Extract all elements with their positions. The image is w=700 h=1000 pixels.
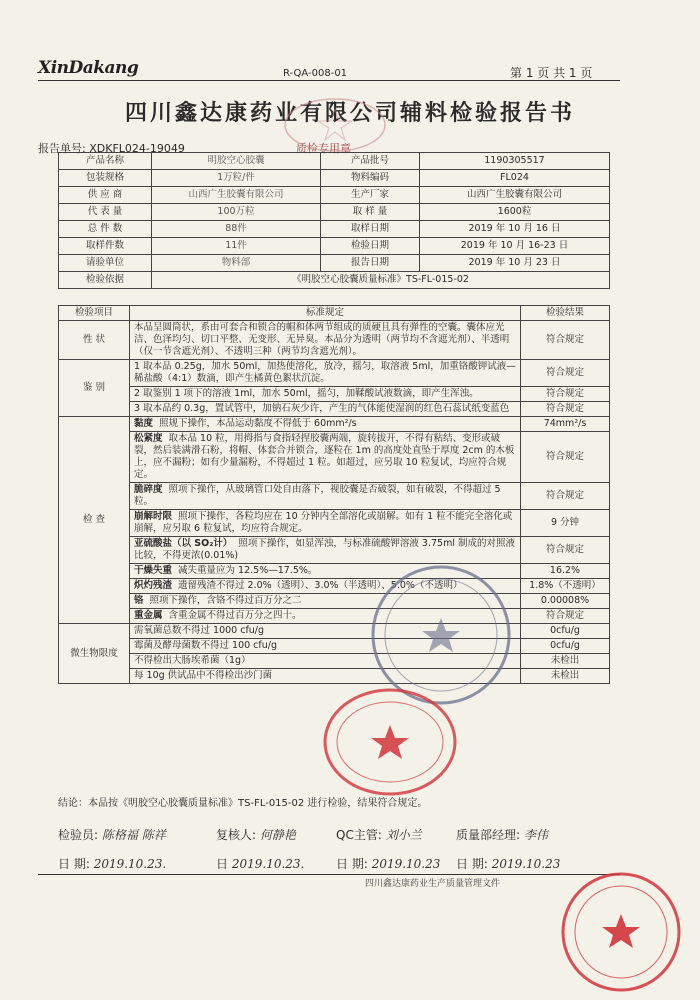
test-standard-text: 遗留残渣不得过 2.0%（透明）、3.0%（半透明）、5.0%（不透明） [178,580,463,591]
test-result: 符合规定 [521,537,610,564]
info-label: 请验单位 [59,255,152,272]
qc-signature [336,826,422,843]
column-header-item: 检验项目 [59,306,130,321]
reviewer-signature [216,826,296,843]
test-standard-text: 照规下操作，本品运动黏度不得低于 60mm²/s [159,418,357,429]
inspector-date [58,855,166,872]
info-value: 山西广生胶囊有限公司 [152,187,321,204]
info-row [59,204,610,221]
test-row [59,579,610,594]
column-header-standard: 标准规定 [130,306,521,321]
test-standard [130,432,521,483]
test-item: 炽灼残渣 [134,580,173,591]
info-label: 总 件 数 [59,221,152,238]
test-standard [130,510,521,537]
info-value: 1600粒 [420,204,610,221]
test-row [59,321,610,360]
report-title: 四川鑫达康药业有限公司辅料检验报告书 [124,100,575,126]
info-label: 产品名称 [59,153,152,170]
info-row [59,238,610,255]
qa-label: 质量部经理: [456,828,521,842]
test-result: 未检出 [521,654,610,669]
product-info-table [58,152,610,289]
test-result: 16.2% [521,564,610,579]
info-value: 山西广生胶囊有限公司 [420,187,610,204]
test-row [59,639,610,654]
test-standard-text: 需氧菌总数不得过 1000 cfu/g [134,625,265,636]
footer-divider [38,874,620,875]
inspector-label: 检验员: [58,828,99,842]
test-category: 微生物限度 [59,624,130,684]
basis-value: 《明胶空心胶囊质量标准》TS-FL-015-02 [152,272,610,289]
supplier-stamp-red [556,870,686,995]
document-code: R-QA-008-01 [283,68,348,79]
test-result: 符合规定 [521,360,610,387]
test-row [59,594,610,609]
info-value: 2019 年 10 月 23 日 [420,255,610,272]
test-standard-text: 减失重量应为 12.5%—17.5%。 [178,565,318,576]
info-value: 1万粒/件 [152,170,321,187]
test-row [59,417,610,432]
report-number-value: XDKFL024-19049 [89,142,185,155]
test-item: 亚硫酸盐（以 SO₂计） [134,538,233,549]
info-value: 100万粒 [152,204,321,221]
test-standard [130,321,521,360]
test-result: 符合规定 [521,432,610,483]
test-result: 9 分钟 [521,510,610,537]
qa-date [456,855,560,872]
report-number-label: 报告单号: [38,142,86,155]
info-label: 取样日期 [321,221,420,238]
conclusion-text: 结论：本品按《明胶空心胶囊质量标准》TS-FL-015-02 进行检验，结果符合规定。 [58,798,428,809]
test-row [59,402,610,417]
qc-name: 刘小兰 [385,828,422,842]
test-result: 74mm²/s [521,417,610,432]
header-divider [38,80,620,81]
info-row [59,255,610,272]
test-standard [130,402,521,417]
footer-text: 四川鑫达康药业生产质量管理文件 [365,879,501,889]
test-standard [130,417,521,432]
reviewer-label: 复核人: [216,828,257,842]
test-result: 0cfu/g [521,639,610,654]
test-result: 符合规定 [521,483,610,510]
test-item: 脆碎度 [134,484,163,495]
test-row [59,609,610,624]
test-row [59,387,610,402]
date-value: 2019.10.23 [371,857,441,871]
test-standard-text: 照项下操作，从玻璃管口处自由落下，视胶囊是否破裂，如有破裂，不得超过 5 粒。 [134,484,501,507]
test-category: 鉴 别 [59,360,130,417]
test-standard-text: 照项下操作，含铬不得过百万分之二 [149,595,302,606]
column-header-result: 检验结果 [521,306,610,321]
test-row [59,669,610,684]
test-item: 干燥失重 [134,565,173,576]
test-standard-text: 照项下操作，各粒均应在 10 分钟内全部溶化或崩解。如有 1 粒不能完全溶化或崩解，应另取 6 粒复试，均应符合规定。 [134,511,513,534]
date-value: 2019.10.23. [93,857,167,871]
test-standard-text: 每 10g 供试品中不得检出沙门菌 [134,670,273,681]
test-standard [130,483,521,510]
basis-label: 检验依据 [59,272,152,289]
inspector-name: 陈格福 陈祥 [101,828,166,842]
info-value: 2019 年 10 月 16-23 日 [420,238,610,255]
date-value: 2019.10.23 [491,857,561,871]
info-value: 88件 [152,221,321,238]
info-label: 取 样 量 [321,204,420,221]
quality-dept-stamp-red [320,685,460,800]
info-label: 代 表 量 [59,204,152,221]
test-results-table [58,305,610,684]
info-value: 物料部 [152,255,321,272]
test-result: 0.00008% [521,594,610,609]
info-row [59,153,610,170]
test-row [59,510,610,537]
test-standard-text: 霉菌及酵母菌数不得过 100 cfu/g [134,640,277,651]
test-result: 1.8%（不透明） [521,579,610,594]
test-standard-text: 3 取本品约 0.3g，置试管中，加钠石灰少许，产生的气体能使湿润的红色石蕊试纸变蓝色 [134,403,510,414]
date-label: 日 [216,857,229,871]
test-row [59,432,610,483]
test-standard-text: 1 取本品 0.25g，加水 50ml，加热使溶化，放冷，摇匀，取溶液 5ml，加重铬酸钾试液—稀盐酸（4:1）数滴，即产生橘黄色絮状沉淀。 [134,361,516,384]
test-standard-text: 不得检出大肠埃希菌（1g） [134,655,251,666]
test-item: 重金属 [134,610,163,621]
info-label: 检验日期 [321,238,420,255]
date-label: 日 期: [58,857,90,871]
info-label: 取样件数 [59,238,152,255]
qa-name: 李伟 [523,828,548,842]
qa-signature [456,826,548,843]
reviewer-name: 何静艳 [259,828,296,842]
qc-date [336,855,440,872]
test-row [59,654,610,669]
test-row [59,483,610,510]
test-row [59,564,610,579]
date-label: 日 期: [456,857,488,871]
test-result: 未检出 [521,669,610,684]
test-standard [130,360,521,387]
test-row [59,624,610,639]
info-value: FL024 [420,170,610,187]
test-standard-text: 照项下操作，如显浑浊，与标准硫酸钾溶液 3.75ml 制成的对照液比较，不得更浓(0.01%) [134,538,515,561]
info-row [59,170,610,187]
reviewer-date [216,855,304,872]
test-row [59,360,610,387]
test-item: 铬 [134,595,144,606]
test-standard [130,387,521,402]
info-label: 物料编码 [321,170,420,187]
info-label: 供 应 商 [59,187,152,204]
info-label: 包装规格 [59,170,152,187]
info-value: 2019 年 10 月 16 日 [420,221,610,238]
info-label: 产品批号 [321,153,420,170]
info-row-basis [59,272,610,289]
info-row [59,221,610,238]
qc-seal-stamp [280,95,390,155]
qc-seal-text: 质检专用章 [296,142,351,155]
info-row [59,187,610,204]
test-result: 符合规定 [521,609,610,624]
qc-label: QC主管: [336,828,382,842]
info-label: 报告日期 [321,255,420,272]
test-result: 符合规定 [521,387,610,402]
info-value: 明胶空心胶囊 [152,153,321,170]
test-standard-text: 取本品 10 粒，用拇指与食指轻捏胶囊两端，旋转拔开，不得有粘结、变形或破裂，然后装满滑石粉，将帽、体套合并锁合，逐粒在 1m 的高度处直坠于厚度 2cm 的木板上，应不漏粉；如有少量漏粉，不得超过 1 粒。如超过，应另取 10 粒复试，均应符合规定。 [134,433,515,480]
test-standard-text: 本品呈圆筒状，系由可套合和锁合的帽和体两节组成的质硬且具有弹性的空囊。囊体应光洁、色泽均匀、切口平整、无变形、无异臭。本品分为透明（两节均不含遮光剂）、半透明（仅一节含遮光剂）、不透明三种（两节均含遮光剂）。 [134,322,510,357]
date-label: 日 期: [336,857,368,871]
test-item: 崩解时限 [134,511,173,522]
test-item: 黏度 [134,418,154,429]
date-value: 2019.10.23. [231,857,305,871]
test-category: 性 状 [59,321,130,360]
test-result: 0cfu/g [521,624,610,639]
info-value: 1190305517 [420,153,610,170]
test-result: 符合规定 [521,402,610,417]
info-label: 生产厂家 [321,187,420,204]
page-number: 第 1 页 共 1 页 [510,66,593,80]
info-value: 11件 [152,238,321,255]
test-standard-text: 含重金属不得过百万分之四十。 [168,610,302,621]
test-category: 检 查 [59,417,130,624]
test-result: 符合规定 [521,321,610,360]
test-standard-text: 2 取鉴别 1 项下的溶液 1ml，加水 50ml，摇匀，加鞣酸试液数滴，即产生浑浊。 [134,388,479,399]
company-logo: XinDakang [38,58,139,78]
test-item: 松紧度 [134,433,163,444]
test-row [59,537,610,564]
inspector-signature [58,826,166,843]
